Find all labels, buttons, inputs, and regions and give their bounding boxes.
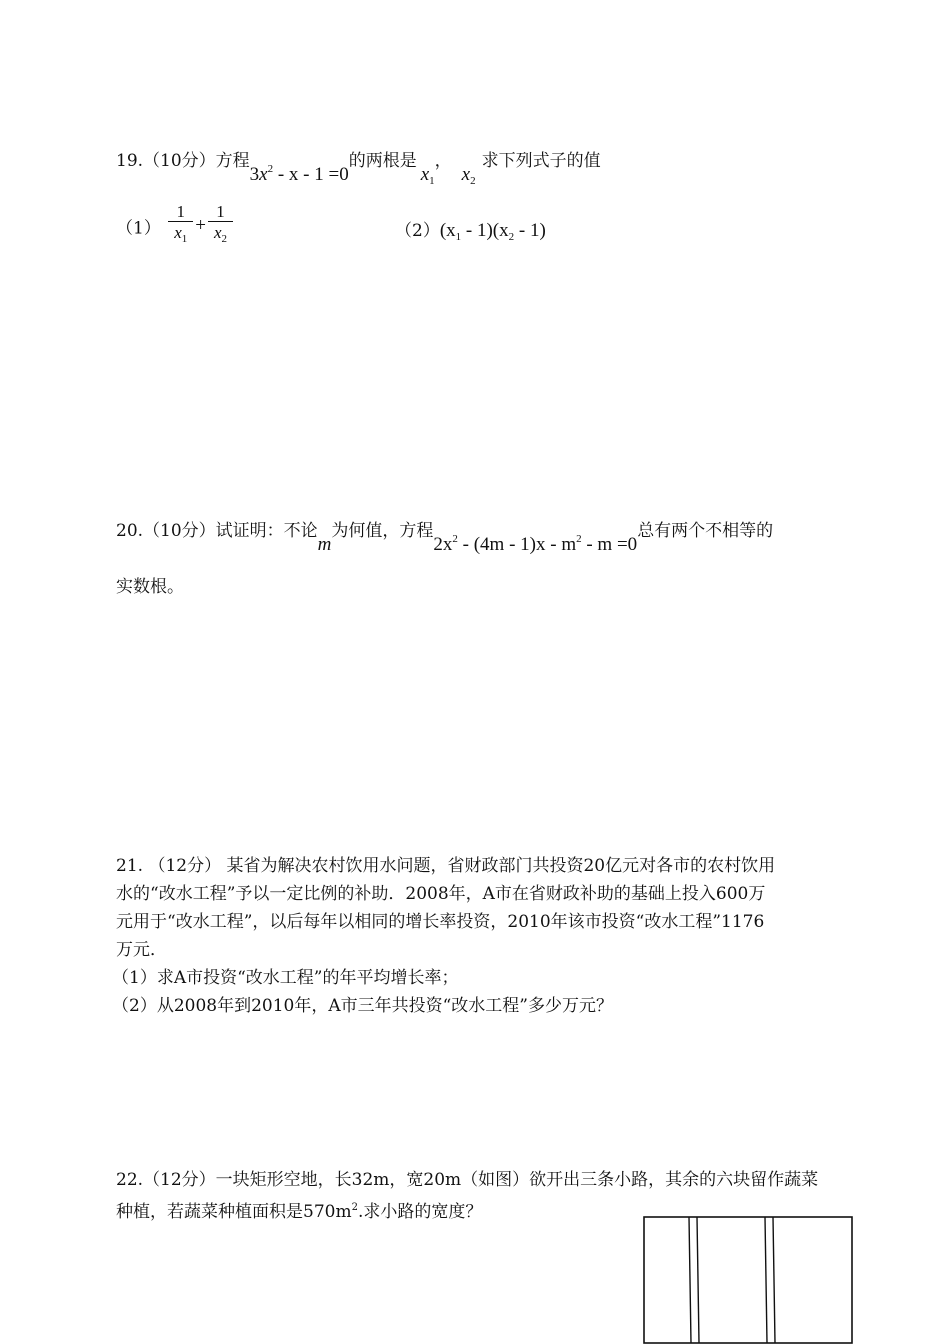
q19-fraction-1: $\frac{1}{x_1}$ [168, 203, 193, 249]
q19-comma: ， [434, 151, 452, 171]
q22-line2: 种植，若蔬菜种植面积是$570m^2$.求小路的宽度？ [116, 1202, 483, 1222]
q19-part2-expression: $(x_1 - 1)(x_2 - 1)$ [439, 220, 546, 243]
q19-part2 [395, 216, 546, 243]
q19-suffix: 求下列式子的值 [481, 151, 601, 171]
q19-root-x2: $x_2$ [461, 164, 476, 187]
q19-equation: $3x^2 - x - 1 =0$ [249, 163, 349, 185]
q19-prefix: 19.（10分）方程 [116, 151, 250, 171]
q19-mid: 的两根是 [348, 151, 417, 171]
q20-prefix: 20.（10分）试证明：不论 [116, 521, 318, 541]
q19-part2-label: （2） [395, 221, 440, 241]
q20-var-m: m [317, 534, 332, 555]
path-2-right [773, 1217, 775, 1343]
q19-stem [116, 146, 601, 186]
q19-root-x1: $x_1$ [420, 164, 435, 187]
q19-plus: + [195, 215, 206, 236]
field-outline [644, 1217, 852, 1343]
q21-line: （1）求A市投资“改水工程”的年平均增长率； [112, 968, 459, 988]
path-2-left [765, 1217, 767, 1343]
q19-part1 [116, 203, 235, 249]
q20-stem [116, 516, 773, 556]
q21-line: （2）从2008年到2010年，A市三年共投资“改水工程”多少万元？ [112, 996, 614, 1016]
q21-line: 万元． [116, 940, 167, 960]
q21-line: 元用于“改水工程”，以后每年以相同的增长率投资，2010年该市投资“改水工程”1176 [116, 912, 765, 932]
path-1-right [697, 1217, 699, 1343]
q22-figure [642, 1214, 854, 1344]
q21-line: 水的“改水工程”予以一定比例的补助．2008年，A市在省财政补助的基础上投入600万 [116, 884, 766, 904]
q19-fraction-2: $\frac{1}{x_2}$ [208, 203, 233, 249]
q20-line2: 实数根。 [116, 577, 184, 597]
q20-suffix: 总有两个不相等的 [637, 521, 774, 541]
q21-line: 21. （12分） 某省为解决农村饮用水问题，省财政部门共投资20亿元对各市的农村饮用 [116, 856, 776, 876]
q20-equation: $2x^2 - (4m - 1)x - m^2 - m =0$ [433, 533, 638, 555]
q19-part1-label: （1） [116, 218, 161, 239]
q22-line1: 22.（12分）一块矩形空地，长32m，宽20m（如图）欲开出三条小路，其余的六块留作蔬菜 [116, 1170, 819, 1190]
q21-body [112, 852, 852, 1020]
q20-mid: 为何值，方程 [331, 521, 434, 541]
path-1-left [689, 1217, 691, 1343]
